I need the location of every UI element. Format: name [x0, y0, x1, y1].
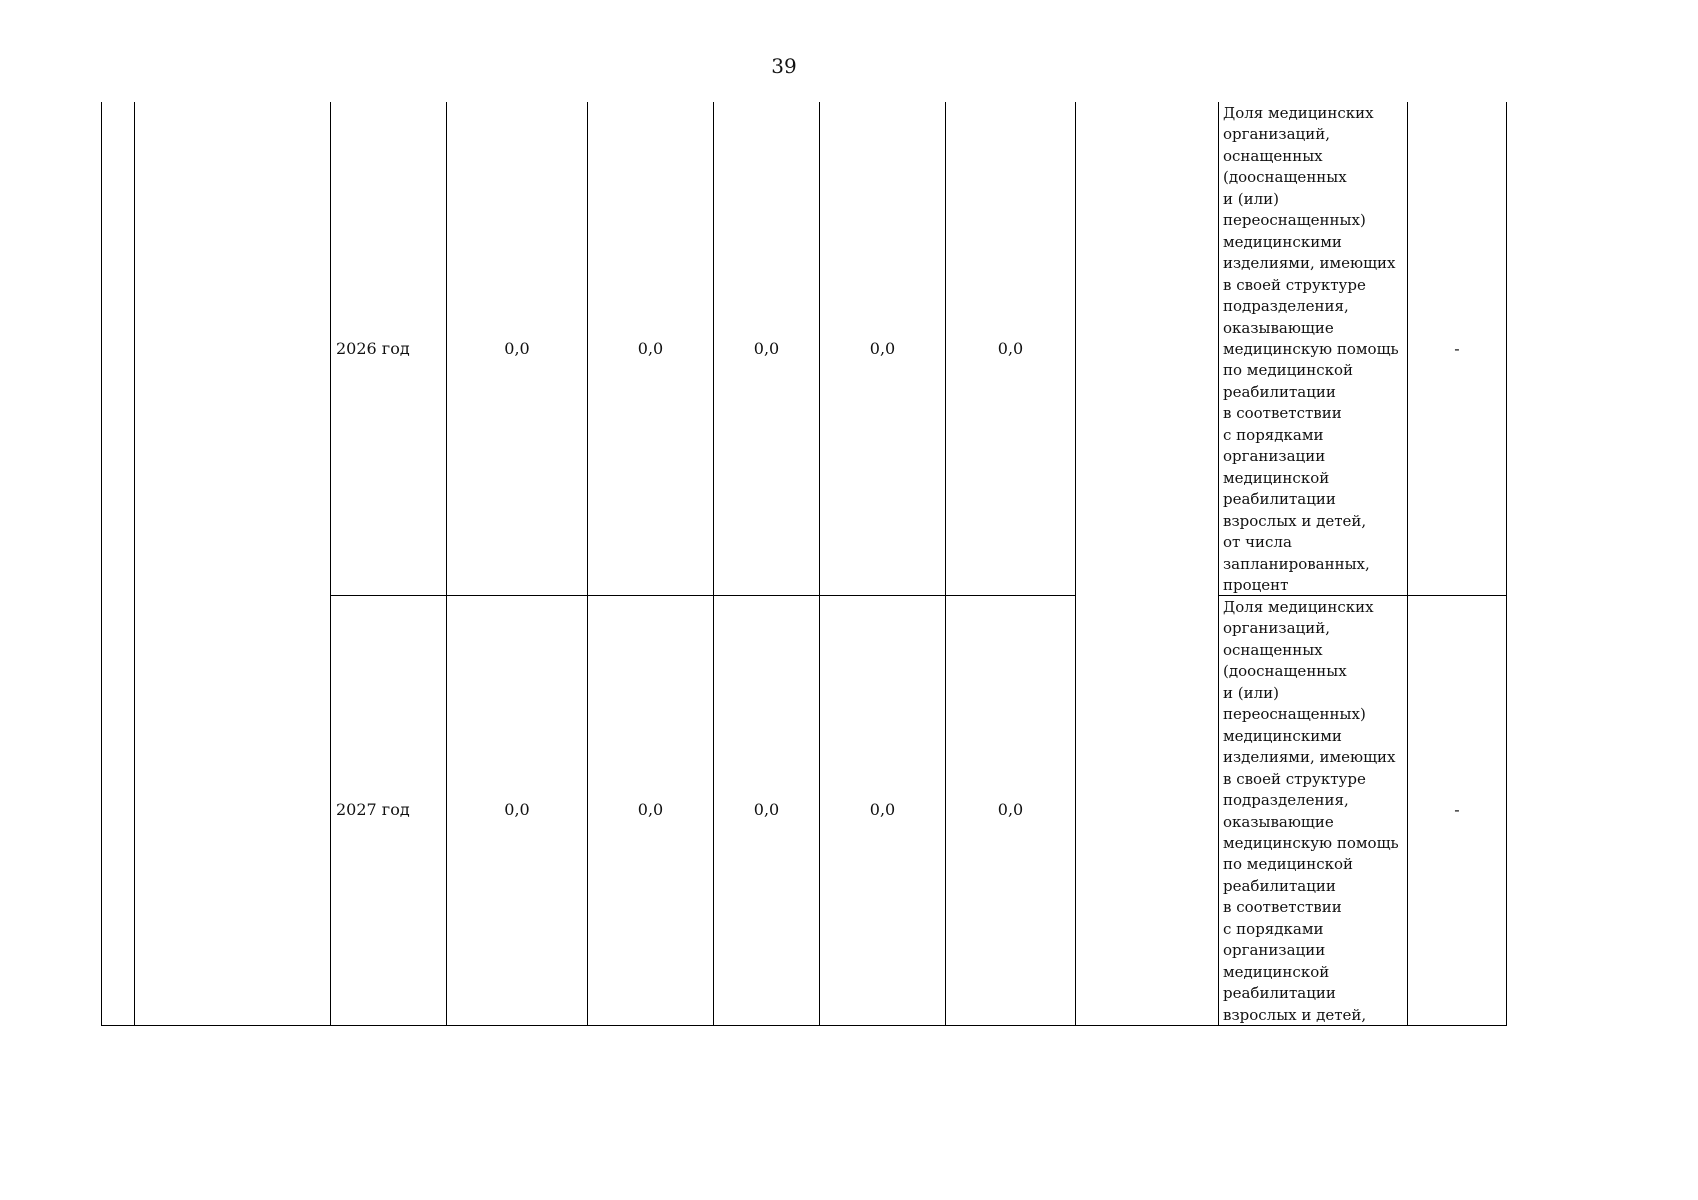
indicator-line: изделиями, имеющих — [1223, 748, 1396, 767]
column-divider — [330, 102, 331, 1026]
column-divider — [1407, 102, 1408, 1026]
value-cell: 0,0 — [504, 339, 530, 358]
page-number: 39 — [771, 54, 797, 78]
last-value-cell: - — [1454, 339, 1460, 358]
indicator-line: медицинскими — [1223, 726, 1342, 745]
value-cell: 0,0 — [997, 339, 1024, 358]
indicator-line: по медицинской — [1223, 855, 1354, 874]
indicator-line: оказывающие — [1223, 812, 1334, 831]
indicator-line: организаций, — [1223, 125, 1330, 144]
indicator-line: и (или) — [1223, 683, 1279, 702]
indicator-line: в соответствии — [1223, 898, 1342, 917]
value-cell: 0,0 — [753, 800, 780, 819]
value-cell: 0,0 — [504, 800, 530, 819]
indicator-line: Доля медицинских — [1223, 598, 1374, 616]
indicator-line: оснащенных — [1223, 146, 1323, 165]
indicator-line: реабилитации — [1223, 984, 1336, 1003]
indicator-line: оснащенных — [1223, 640, 1323, 659]
indicator-line: процент — [1223, 575, 1289, 594]
indicator-line: оказывающие — [1223, 318, 1334, 337]
indicator-line: организации — [1223, 447, 1326, 466]
row-divider — [330, 595, 1076, 596]
column-divider — [134, 102, 135, 1026]
indicator-line: подразделения, — [1223, 297, 1349, 316]
column-divider — [1075, 102, 1076, 1026]
table-border-bottom — [101, 1025, 1507, 1026]
indicator-line: организаций, — [1223, 619, 1330, 638]
indicator-line: медицинскую помощь — [1223, 833, 1399, 852]
indicator-line: медицинской — [1223, 962, 1330, 981]
last-value-cell: - — [1454, 800, 1460, 819]
indicator-line: взрослых и детей, — [1223, 511, 1367, 530]
indicator-line: изделиями, имеющих — [1223, 254, 1396, 273]
column-divider — [819, 102, 820, 1026]
row-divider — [1218, 595, 1507, 596]
table-border-right — [1506, 102, 1507, 1026]
indicator-line: от числа — [1223, 533, 1292, 552]
year-cell: 2027 год — [336, 800, 410, 819]
indicator-line: взрослых и детей, — [1223, 1005, 1367, 1024]
indicator-line: реабилитации — [1223, 382, 1336, 401]
table-border-left — [101, 102, 102, 1026]
value-cell: 0,0 — [869, 800, 896, 819]
column-divider — [446, 102, 447, 1026]
value-cell: 0,0 — [997, 800, 1024, 819]
value-cell: 0,0 — [869, 339, 896, 358]
value-cell: 0,0 — [637, 800, 664, 819]
indicator-line: запланированных, — [1223, 554, 1370, 573]
indicator-line: в соответствии — [1223, 404, 1342, 423]
column-divider — [713, 102, 714, 1026]
indicator-line: (дооснащенных — [1223, 168, 1347, 187]
indicator-line: Доля медицинских — [1223, 104, 1374, 122]
indicator-line: медицинскую помощь — [1223, 339, 1399, 358]
indicator-line: реабилитации — [1223, 490, 1336, 509]
year-cell: 2026 год — [336, 339, 410, 358]
indicator-line: по медицинской — [1223, 361, 1354, 380]
value-cell: 0,0 — [637, 339, 664, 358]
indicator-line: с порядками — [1223, 425, 1324, 444]
indicator-cell — [1223, 103, 1407, 594]
indicator-line: и (или) — [1223, 189, 1279, 208]
column-divider — [587, 102, 588, 1026]
indicator-line: медицинской — [1223, 468, 1330, 487]
column-divider — [1218, 102, 1219, 1026]
indicator-line: в своей структуре — [1223, 275, 1366, 294]
indicator-line: в своей структуре — [1223, 769, 1366, 788]
column-divider — [945, 102, 946, 1026]
indicator-line: с порядками — [1223, 919, 1324, 938]
indicator-line: организации — [1223, 941, 1326, 960]
value-cell: 0,0 — [753, 339, 780, 358]
indicator-line: переоснащенных) — [1223, 705, 1366, 724]
indicator-cell — [1223, 597, 1407, 1025]
indicator-line: (дооснащенных — [1223, 662, 1347, 681]
indicator-line: переоснащенных) — [1223, 211, 1366, 230]
indicator-line: подразделения, — [1223, 791, 1349, 810]
indicator-line: медицинскими — [1223, 232, 1342, 251]
indicator-line: реабилитации — [1223, 876, 1336, 895]
